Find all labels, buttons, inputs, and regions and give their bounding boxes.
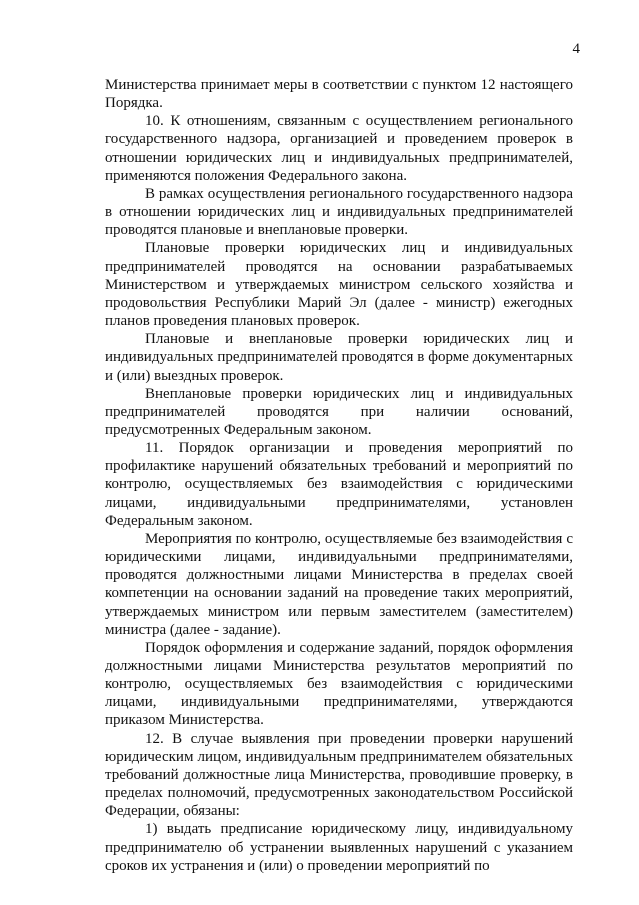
paragraph: Мероприятия по контролю, осуществляемые без взаимодействия с юридическими лицами, индивидуальными предпринимателями, проводятся должностными лицами Министерства в пределах своей компетенции на основании заданий на проведение таких мероприятий, утверждаемых министром или первым заместителем (заместителем) министра (далее - задание). — [105, 530, 573, 638]
page-number: 4 — [572, 41, 580, 57]
paragraph: Внеплановые проверки юридических лиц и индивидуальных предпринимателей проводятся при наличии оснований, предусмотренных Федеральным законом. — [105, 385, 573, 438]
paragraph: Порядок оформления и содержание заданий, порядок оформления должностными лицами Министерства результатов мероприятий по контролю, осуществляемых без взаимодействия с юридическими лицами, индивидуальными предпринимателями, утверждаются приказом Министерства. — [105, 639, 573, 729]
paragraph: Плановые проверки юридических лиц и индивидуальных предпринимателей проводятся на основании разрабатываемых Министерством и утверждаемых министром сельского хозяйства и продовольствия Республики Марий Эл (далее - министр) ежегодных планов проведения плановых проверок. — [105, 240, 573, 330]
paragraph-subitem-1: 1) выдать предписание юридическому лицу, индивидуальному предпринимателю об устранении выявленных нарушений с указанием сроков их устранения и (или) о проведении мероприятий по — [105, 821, 573, 874]
paragraph: В рамках осуществления регионального государственного надзора в отношении юридических лиц и индивидуальных предпринимателей проводятся плановые и внеплановые проверки. — [105, 185, 573, 239]
paragraph-item-10: 10. К отношениям, связанным с осуществлением регионального государственного надзора, организацией и проведением проверок в отношении юридических лиц и индивидуальных предпринимателей, применяются положения Федерального закона. — [105, 113, 573, 184]
document-body — [105, 76, 573, 875]
paragraph-continuation: Министерства принимает меры в соответствии с пунктом 12 настоящего Порядка. — [105, 77, 573, 112]
paragraph: Плановые и внеплановые проверки юридических лиц и индивидуальных предпринимателей проводятся в форме документарных и (или) выездных проверок. — [105, 331, 573, 384]
paragraph-item-12: 12. В случае выявления при проведении проверки нарушений юридическим лицом, индивидуальным предпринимателем обязательных требований должностные лица Министерства, проводившие проверку, в пределах полномочий, предусмотренных законодательством Российской Федерации, обязаны: — [105, 730, 573, 820]
paragraph-item-11: 11. Порядок организации и проведения мероприятий по профилактике нарушений обязательных требований и мероприятий по контролю, осуществляемых без взаимодействия с юридическими лицами, индивидуальными предпринимателями, установлен Федеральным законом. — [105, 440, 573, 529]
